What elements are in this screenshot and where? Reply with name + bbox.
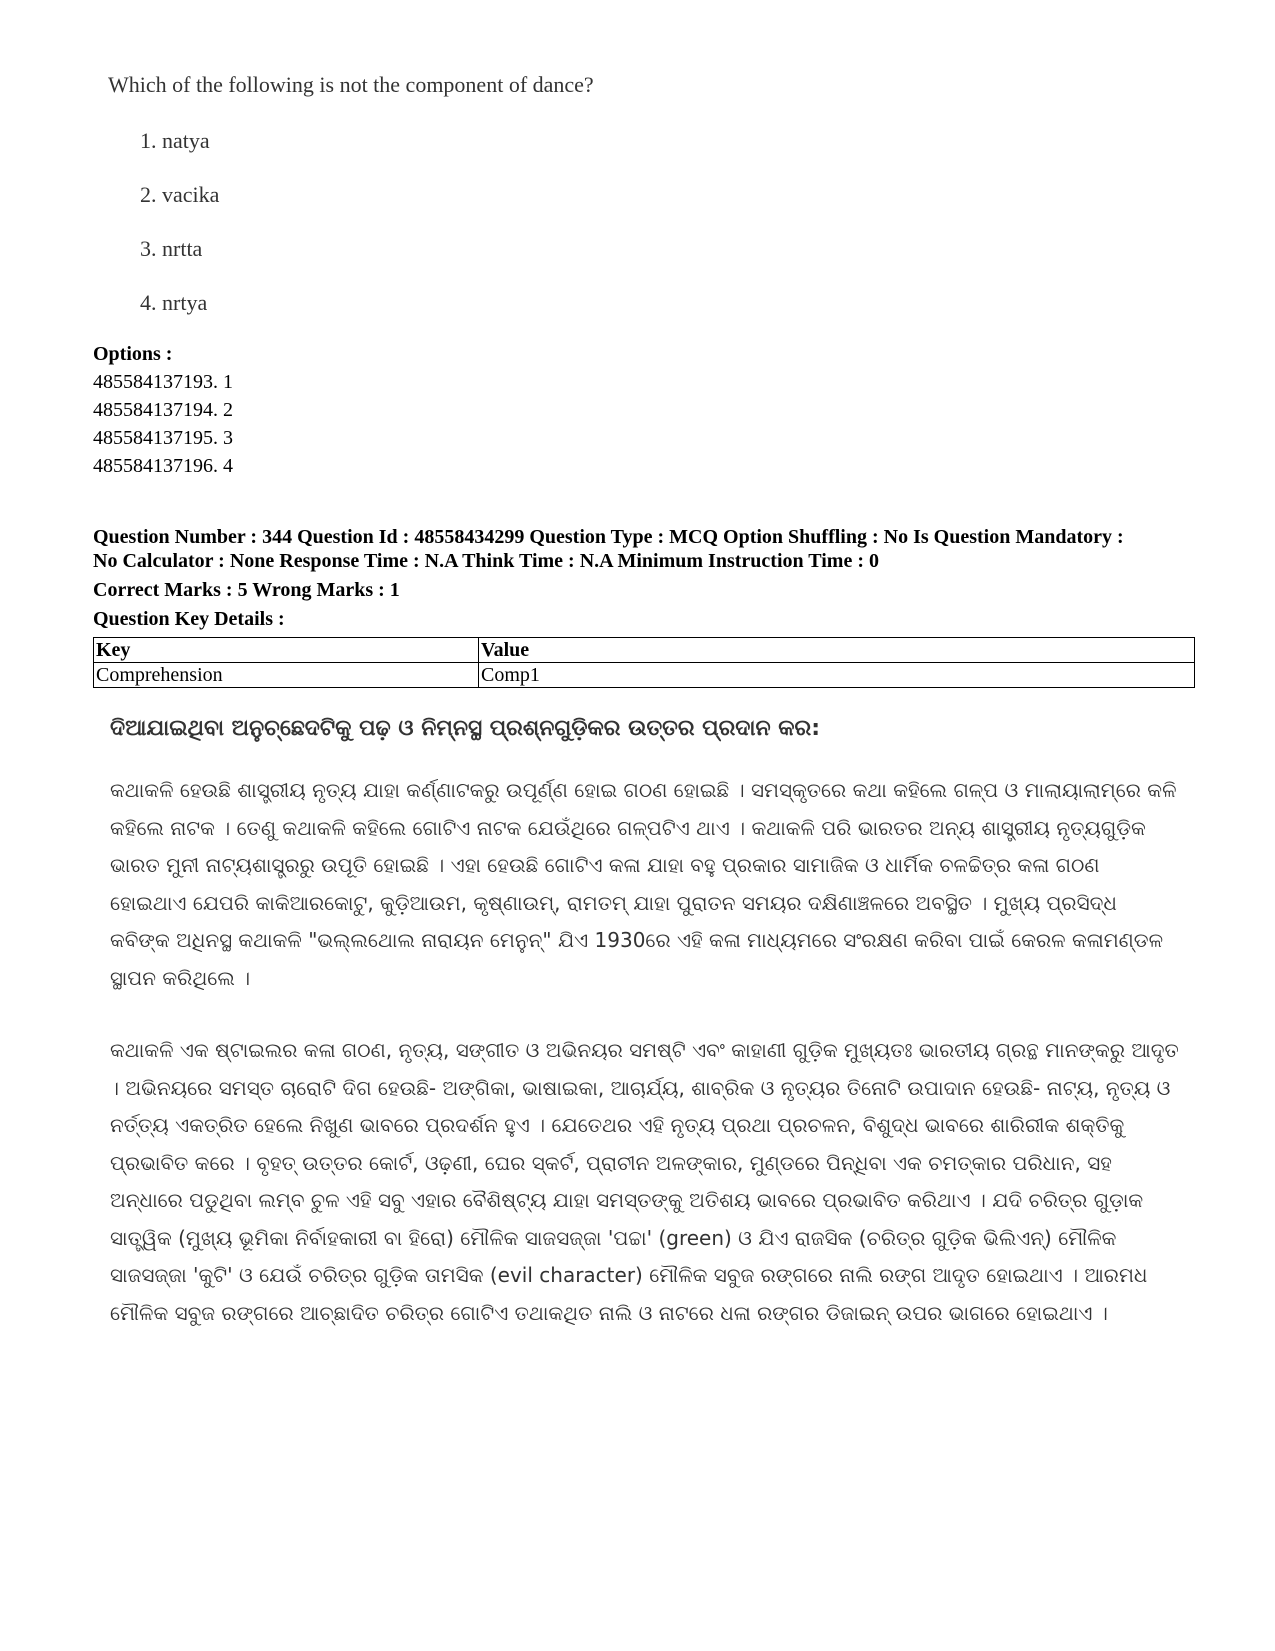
key-details-heading: Question Key Details :	[93, 608, 285, 630]
table-header-row	[94, 638, 1195, 663]
question-meta-line: No Calculator : None Response Time : N.A Think Time : N.A Minimum Instruction Time : 0	[93, 550, 879, 572]
option-id: 485584137195. 3	[93, 427, 233, 449]
option-id-list	[93, 368, 233, 480]
option-id: 485584137196. 4	[93, 455, 233, 477]
answer-choices	[140, 126, 219, 342]
table-cell-value: Comp1	[479, 663, 1195, 688]
table-cell-key: Comprehension	[94, 663, 479, 688]
table-header-key: Key	[94, 638, 479, 663]
table-row	[94, 663, 1195, 688]
option-id: 485584137193. 1	[93, 371, 233, 393]
question-meta-line: Question Number : 344 Question Id : 48558434299 Question Type : MCQ Option Shuffling : No Is Question Mandatory :	[93, 526, 1124, 548]
passage-paragraph: କଥାକଳି ଏକ ଷ୍ଟାଇଲର କଳା ଗଠଣ, ନୃତ୍ୟ, ସଙ୍ଗୀତ ଓ ଅଭିନୟର ସମଷ୍ଟି ଏବଂ କାହାଣୀ ଗୁଡ଼ିକ ମୁଖ୍ୟତଃ ଭାରତୀୟ ଗ୍ରନ୍ଥ ମାନଙ୍କରୁ ଆଦୃତ । ଅଭିନୟରେ ସମସ୍ତ ଚାରୋଟି ଦିଗ ହେଉଛି- ଅଙ୍ଗିକା, ଭାଷାଇକା, ଆଚାର୍ଯ୍ୟ, ଶାବ୍ରିକ ଓ ନୃତ୍ୟର ତିନୋଟି ଉପାଦାନ ହେଉଛି- ନାଟ୍ୟ, ନୃତ୍ୟ ଓ ନର୍ତ୍ତ୍ୟ ଏକତ୍ରିତ ହେଲେ ନିଖୁଣ ଭାବରେ ପ୍ରଦର୍ଶନ ହୁଏ । ଯେତେଥର ଏହି ନୃତ୍ୟ ପ୍ରଥା ପ୍ରଚଳନ, ବିଶୁଦ୍ଧ ଭାବରେ ଶାରିରୀକ ଶକ୍ତିକୁ ପ୍ରଭାବିତ କରେ । ବୃହତ୍ ଉତ୍ତର କୋର୍ଟ, ଓଢ଼ଣୀ, ଘେର ସ୍କର୍ଟ, ପ୍ରାଚୀନ ଅଳଙ୍କାର, ମୁଣ୍ଡରେ ପିନ୍ଧିବା ଏକ ଚମତ୍କାର ପରିଧାନ, ସହ ଅନ୍ଧାରେ ପଡୁଥିବା ଲମ୍ବ ଚୁଳ ଏହି ସବୁ ଏହାର ବୈଶିଷ୍ଟ୍ୟ ଯାହା ସମସ୍ତଙ୍କୁ ଅତିଶୟ ଭାବରେ ପ୍ରଭାବିତ କରିଥାଏ । ଯଦି ଚରିତ୍ର ଗୁଡ଼ାକ ସାତ୍ତ୍ୱିକ (ମୁଖ୍ୟ ଭୂମିକା ନିର୍ବାହକାରୀ ବା ହିରୋ) ମୌଳିକ ସାଜସଜ୍ଜା 'ପଚ୍ଚା' (green) ଓ ଯିଏ ରାଜସିକ (ଚରିତ୍ର ଗୁଡ଼ିକ ଭିଲିଏନ୍) ମୌଳିକ ସାଜସଜ୍ଜା 'କୁଟି' ଓ ଯେଉଁ ଚରିତ୍ର ଗୁଡ଼ିକ ତାମସିକ (evil character) ମୌଳିକ ସବୁଜ ରଙ୍ଗରେ ନାଲି ରଙ୍ଗ ଆଦୃତ ହୋଇଥାଏ । ଆରମଧ ମୌଳିକ ସବୁଜ ରଙ୍ଗରେ ଆଚ୍ଛାଦିତ ଚରିତ୍ର ଗୋଟିଏ ତଥାକଥିତ ନାଲି ଓ ନାଟରେ ଧଳା ରଙ୍ଗର ଡିଜାଇନ୍ ଉପର ଭାଗରେ ହୋଇଥାଏ ।	[110, 1038, 1179, 1325]
answer-choice: 1. natya	[140, 128, 210, 153]
question-text: Which of the following is not the component of dance?	[108, 72, 594, 97]
passage-paragraph: କଥାକଳି ହେଉଛି ଶାସ୍ତ୍ରୀୟ ନୃତ୍ୟ ଯାହା କର୍ଣ୍ଣାଟକରୁ ଉପୂର୍ଣ୍ଣ ହୋଇ ଗଠଣ ହୋଇଛି । ସମସ୍କୃତରେ କଥା କହିଲେ ଗଳ୍ପ ଓ ମାଲାୟାଲାମ୍‌ରେ କଳି କହିଲେ ନାଟକ । ତେଣୁ କଥାକଳି କହିଲେ ଗୋଟିଏ ନାଟକ ଯେଉଁଥିରେ ଗଳ୍ପଟିଏ ଥାଏ । କଥାକଳି ପରି ଭାରତର ଅନ୍ୟ ଶାସ୍ତ୍ରୀୟ ନୃତ୍ୟଗୁଡ଼ିକ ଭାରତ ମୁନୀ ନାଟ୍ୟଶାସ୍ତ୍ରରୁ ଉପୂତି ହୋଇଛି । ଏହା ହେଉଛି ଗୋଟିଏ କଳା ଯାହା ବହୁ ପ୍ରକାର ସାମାଜିକ ଓ ଧାର୍ମିକ ଚଳଚ୍ଚିତ୍ର କଳା ଗଠଣ ହୋଇଥାଏ ଯେପରି କାକିଆରକୋଟୁ, କୁଡ଼ିଆଉମ, କୃଷ୍ଣାଉମ୍, ରାମତମ୍ ଯାହା ପୁରାତନ ସମୟର ଦକ୍ଷିଣାଞ୍ଚଳରେ ଅବସ୍ଥିତ । ମୁଖ୍ୟ ପ୍ରସିଦ୍ଧ କବିଙ୍କ ଅଧିନସ୍ଥ କଥାକଳି "ଭଲ୍ଲଥୋଲ ନାରାୟନ ମେନୁନ୍" ଯିଏ 1930ରେ ଏହି କଳା ମାଧ୍ୟମରେ ସଂରକ୍ଷଣ କରିବା ପାଇଁ କେରଳ କଳାମଣ୍ଡଳ ସ୍ଥାପନ କରିଥିଲେ ।	[110, 778, 1177, 990]
option-id: 485584137194. 2	[93, 399, 233, 421]
table-header-value: Value	[479, 638, 1195, 663]
key-details-table	[93, 637, 1195, 688]
answer-choice: 4. nrtya	[140, 290, 208, 315]
answer-choice: 2. vacika	[140, 182, 220, 207]
answer-choice: 3. nrtta	[140, 236, 203, 261]
marks-line: Correct Marks : 5 Wrong Marks : 1	[93, 579, 400, 601]
passage-title: ଦିଆଯାଇଥିବା ଅନୁଚ୍ଛେଦଟିକୁ ପଢ଼ ଓ ନିମ୍ନସ୍ଥ ପ୍ରଶ୍ନଗୁଡ଼ିକର ଉତ୍ତର ପ୍ରଦାନ କର:	[110, 716, 821, 741]
options-heading: Options :	[93, 343, 173, 365]
